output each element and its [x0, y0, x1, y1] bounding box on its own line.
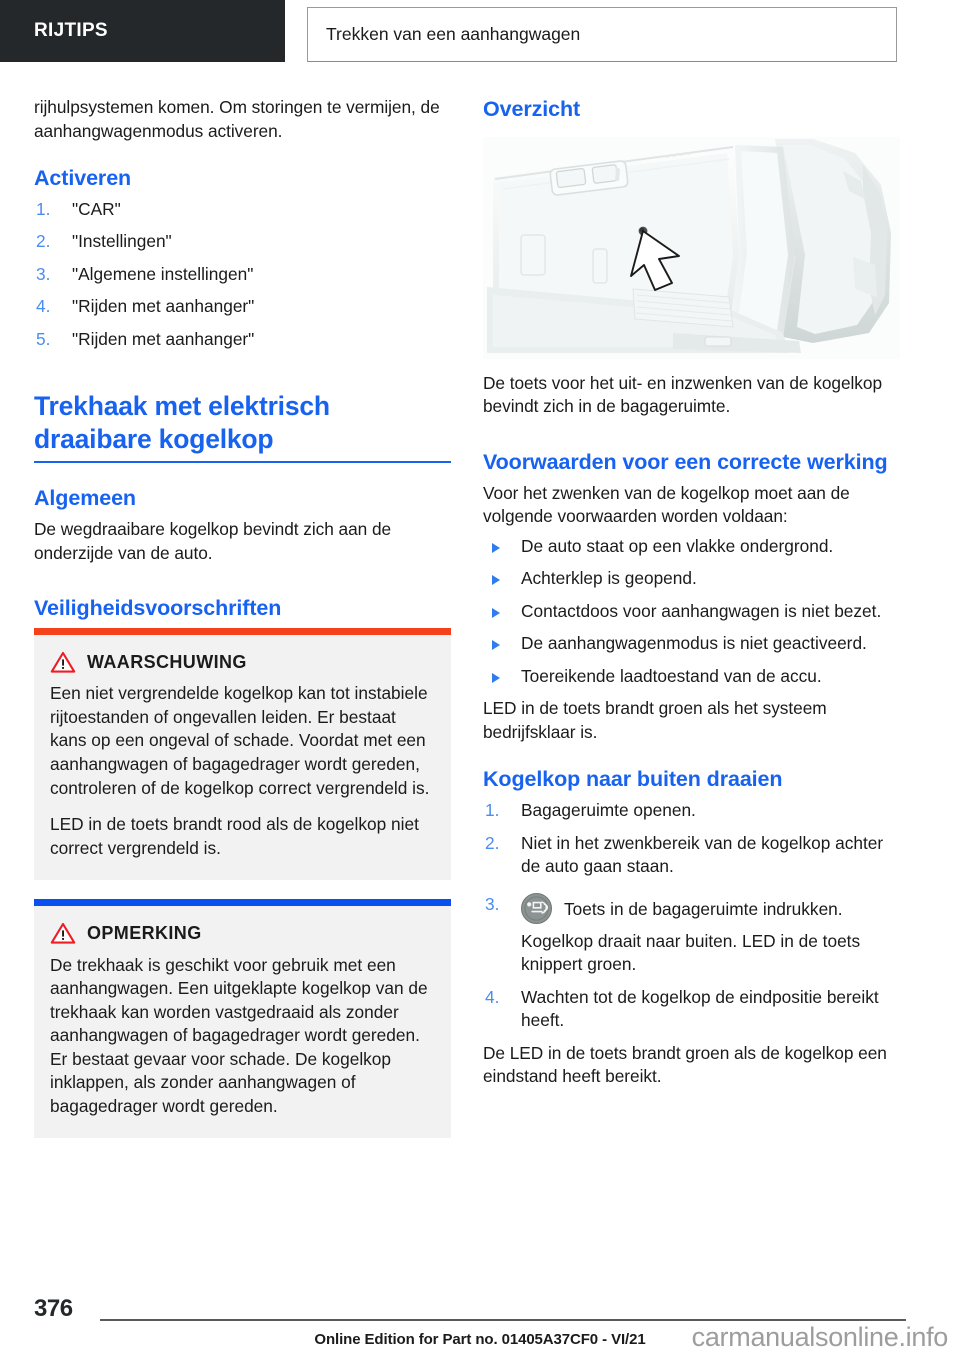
list-item [34, 198, 451, 222]
spacer [483, 359, 900, 372]
spacer [34, 880, 451, 893]
list-item [483, 600, 900, 624]
note-title-label: OPMERKING [87, 923, 202, 944]
list-item-label: Niet in het zwenkbereik van de kogelkop achter de auto gaan staan. [521, 832, 884, 877]
intro-paragraph: rijhulpsystemen komen. Om storingen te vermijen, de aanhangwagenmodus activeren. [34, 97, 440, 141]
list-item-label: Achterklep is geopend. [521, 568, 697, 589]
heading-veiligheidsvoorschriften: Veiligheidsvoorschriften [34, 596, 282, 621]
list-item [483, 567, 900, 591]
kogelkop-closing: De LED in de toets brandt groen als de kogelkop een eindstand heeft bereikt. [483, 1042, 887, 1087]
spacer [34, 360, 451, 390]
spacer [483, 744, 900, 766]
page-title: Trekhaak met elektrisch draaibare kogelkop [34, 391, 330, 455]
page-header [0, 0, 960, 62]
heading-kogelkop-buiten: Kogelkop naar buiten draaien [483, 767, 783, 792]
warning-accent-bar [34, 628, 451, 635]
list-item [34, 230, 451, 254]
list-item-label: Bagageruimte openen. [521, 800, 696, 821]
heading-activeren: Activeren [34, 166, 132, 191]
warning-title-row [50, 650, 435, 674]
list-item [483, 832, 900, 879]
towbar-button-icon [521, 893, 552, 924]
warning-paragraph: LED in de toets brandt rood als de kogelkop niet correct vergrendeld is. [50, 814, 419, 858]
list-item [483, 799, 900, 823]
note-title-row [50, 921, 435, 945]
spacer [34, 143, 451, 165]
online-edition-note: Online Edition for Part no. 01405A37CF0 - VI/21 [314, 1330, 646, 1348]
list-item [483, 893, 900, 977]
figure-caption: De toets voor het uit- en inzwenken van de kogelkop bevindt zich in de bagageruimte. [483, 372, 883, 417]
note-box [34, 899, 451, 1138]
list-item [34, 295, 451, 319]
spacer [34, 565, 451, 595]
chapter-label: RIJTIPS [0, 0, 285, 62]
list-item-label: De aanhangwagenmodus is niet geactiveerd. [521, 633, 867, 654]
warning-paragraph: Een niet vergrendelde kogelkop kan tot instabiele rijtoestanden of ongevallen leiden. Er bestaat kans op een ongeval of schade. Voordat met een aanhangwagen of bagagedrager wordt gereden, controleren of de kogelkop correct vergrendeld is. [50, 683, 430, 798]
list-item-label: De auto staat op een vlakke ondergrond. [521, 535, 834, 556]
list-item-label: "CAR" [72, 198, 121, 219]
list-item-label: "Algemene instellingen" [72, 263, 254, 284]
list-item-sub-label: Kogelkop draait naar buiten. LED in de toets knippert groen. [521, 930, 861, 975]
spacer [483, 419, 900, 449]
spacer [34, 463, 451, 485]
list-item [483, 986, 900, 1033]
note-accent-bar [34, 899, 451, 906]
list-item-label: "Rijden met aanhanger" [72, 296, 255, 317]
list-item [483, 632, 900, 656]
voorwaarden-intro: Voor het zwenken van de kogelkop moet aan de volgende voorwaarden worden voldaan: [483, 482, 850, 527]
heading-algemeen: Algemeen [34, 486, 136, 511]
kogelkop-step-list [483, 799, 900, 1033]
warning-triangle-icon [50, 651, 76, 673]
warning-box [34, 628, 451, 880]
list-item [34, 328, 451, 352]
warning-box-content [34, 635, 451, 860]
list-item [483, 535, 900, 559]
list-item [483, 665, 900, 689]
list-item-label: Contactdoos voor aanhangwagen is niet bezet. [521, 600, 882, 621]
note-box-content [34, 906, 451, 1118]
algemeen-text: De wegdraaibare kogelkop bevindt zich aan de onderzijde van de auto. [34, 519, 392, 563]
section-tab: Trekken van een aanhangwagen [307, 7, 897, 62]
heading-overzicht: Overzicht [483, 97, 581, 121]
list-item [34, 263, 451, 287]
warning-title-label: WAARSCHUWING [87, 651, 247, 672]
warning-triangle-icon [50, 922, 76, 944]
list-item-label: Toets in de bagageruimte indrukken. [564, 898, 843, 919]
trunk-interior-illustration [483, 137, 900, 359]
list-item-label: Toereikende laadtoestand van de accu. [521, 665, 822, 686]
voorwaarden-bullet-list [483, 535, 900, 689]
voorwaarden-closing: LED in de toets brandt groen als het systeem bedrijfsklaar is. [483, 698, 827, 742]
right-column [483, 96, 900, 1089]
activeren-step-list [34, 198, 451, 352]
list-item-label: "Instellingen" [72, 231, 172, 252]
list-item-label: "Rijden met aanhanger" [72, 328, 255, 349]
note-paragraph: De trekhaak is geschikt voor gebruik met een aanhangwagen. Een uitgeklapte kogelkop van de trekhaak kan worden vastgedraaid als zonder aanhangwagen of bagagedrager wordt gereden. Er bestaat gevaar voor schade. De kogelkop inklappen, als zonder aanhangwagen of bagagedrager wordt gereden. [50, 954, 428, 1116]
left-column [34, 96, 451, 1138]
page-footer [0, 1286, 960, 1362]
site-watermark: carmanualsonline.info [691, 1322, 948, 1353]
list-item-label: Wachten tot de kogelkop de eindpositie bereikt heeft. [521, 986, 879, 1031]
page-number: 376 [34, 1295, 73, 1323]
heading-voorwaarden: Voorwaarden voor een correcte werking [483, 449, 888, 474]
